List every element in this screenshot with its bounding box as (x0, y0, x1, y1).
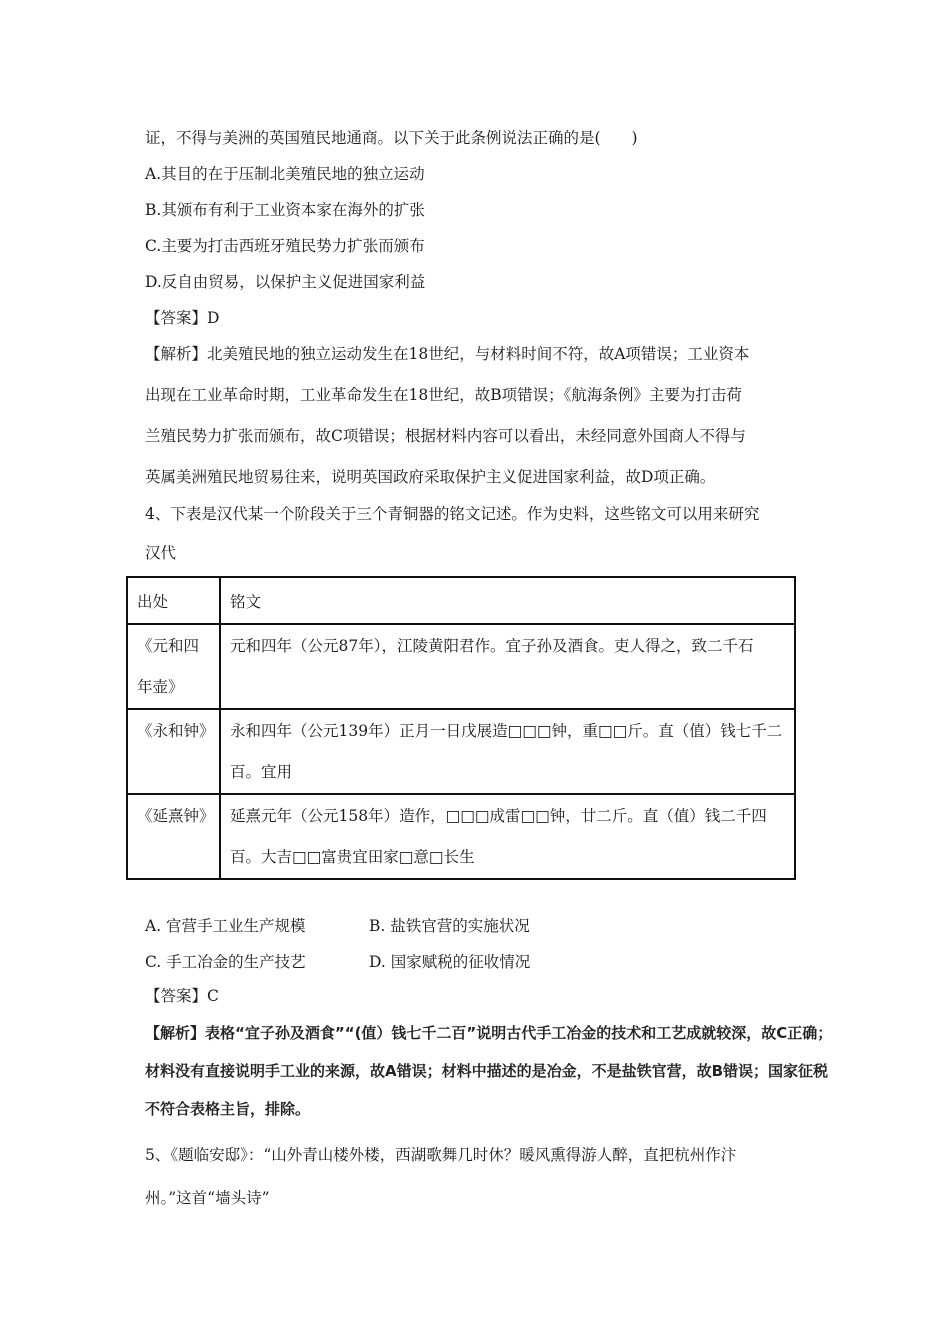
q3-analysis-line-2: 出现在工业革命时期，工业革命发生在18世纪，故B项错误；《航海条例》主要为打击荷 (145, 386, 742, 404)
table-cell-source: 《永和钟》 (127, 709, 220, 794)
q3-option-d: D.反自由贸易，以保护主义促进国家利益 (145, 273, 426, 291)
q3-analysis-line-4: 英属美洲殖民地贸易往来，说明英国政府采取保护主义促进国家利益，故D项正确。 (145, 468, 716, 486)
table-row (127, 709, 795, 794)
table-header-inscription: 铭文 (220, 577, 795, 624)
table-row (127, 794, 795, 879)
table-row (127, 624, 795, 709)
q5-stem-line-2: 州。”这首“墙头诗” (145, 1189, 270, 1207)
q3-option-b: B.其颁布有利于工业资本家在海外的扩张 (145, 201, 425, 219)
q4-stem-line-2: 汉代 (145, 544, 177, 562)
table-cell-inscription: 永和四年（公元139年）正月一日戊展造□□□钟，重□□斤。直（值）钱七千二百。宜用 (220, 709, 795, 794)
q4-answer: 【答案】C (145, 987, 219, 1005)
q4-analysis-line-1: 【解析】表格“宜子孙及酒食”“(值）钱七千二百”说明古代手工冶金的技术和工艺成就较深，故C正确； (145, 1024, 833, 1042)
q3-analysis-line-3: 兰殖民势力扩张而颁布，故C项错误；根据材料内容可以看出，未经同意外国商人不得与 (145, 427, 746, 445)
table-header-row (127, 577, 795, 624)
q4-analysis-line-3: 不符合表格主旨，排除。 (145, 1100, 311, 1118)
q4-stem-line-1: 4、下表是汉代某一个阶段关于三个青铜器的铭文记述。作为史料，这些铭文可以用来研究 (145, 505, 760, 523)
q3-answer: 【答案】D (145, 309, 220, 327)
table-cell-inscription: 元和四年（公元87年），江陵黄阳君作。宜子孙及酒食。吏人得之，致二千石 (220, 624, 795, 709)
q3-analysis-line-1: 【解析】北美殖民地的独立运动发生在18世纪，与材料时间不符，故A项错误；工业资本 (145, 345, 750, 363)
inscription-table (126, 576, 796, 880)
q4-option-a: A. 官营手工业生产规模 (145, 917, 306, 935)
q4-option-d: D. 国家赋税的征收情况 (369, 953, 531, 971)
q3-option-a: A.其目的在于压制北美殖民地的独立运动 (145, 165, 425, 183)
q4-analysis-line-2: 材料没有直接说明手工业的来源，故A错误；材料中描述的是冶金，不是盐铁官营，故B错误；国家征税 (145, 1062, 829, 1080)
q4-options-row-1 (145, 914, 530, 936)
q3-stem-tail: 证，不得与美洲的英国殖民地通商。以下关于此条例说法正确的是( ) (145, 129, 638, 147)
table-header-source: 出处 (127, 577, 220, 624)
q4-option-c: C. 手工冶金的生产技艺 (145, 953, 306, 971)
q3-option-c: C.主要为打击西班牙殖民势力扩张而颁布 (145, 237, 425, 255)
table-cell-source: 《延熹钟》 (127, 794, 220, 879)
q5-stem-line-1: 5、《题临安邸》：“山外青山楼外楼，西湖歌舞几时休？暖风熏得游人醉，直把杭州作汴 (145, 1146, 737, 1164)
q4-options-row-2 (145, 950, 530, 972)
table-cell-source: 《元和四年壶》 (127, 624, 220, 709)
q4-option-b: B. 盐铁官营的实施状况 (369, 917, 530, 935)
table-cell-inscription: 延熹元年（公元158年）造作，□□□成雷□□钟，廿二斤。直（值）钱二千四百。大吉□□富贵宜田家□意□长生 (220, 794, 795, 879)
